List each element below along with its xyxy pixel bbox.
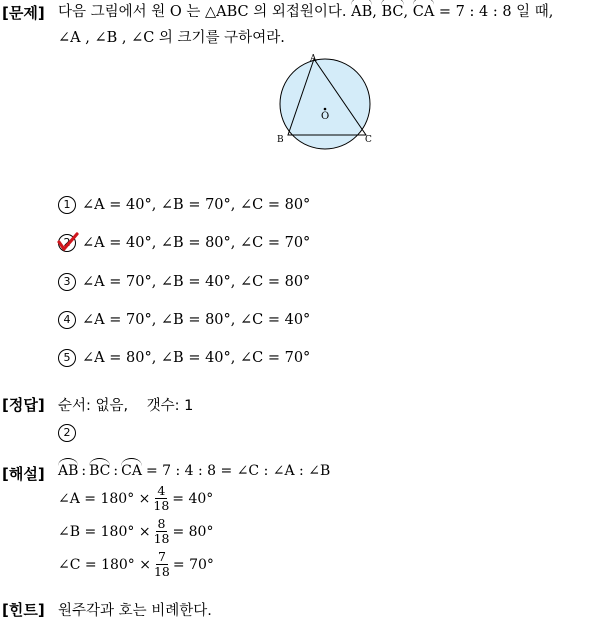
- answer-choice: [58, 421, 76, 442]
- center-point: [324, 108, 327, 111]
- vertex-label-c: C: [365, 135, 372, 145]
- arc-ca: CA: [121, 463, 142, 479]
- choice-text: ∠A = 70°, ∠B = 40°, ∠C = 80°: [82, 274, 311, 290]
- choice-3[interactable]: [58, 273, 310, 291]
- arc-ab: AB: [351, 4, 373, 20]
- ratio-equation: = 7 : 4 : 8 = ∠C : ∠A : ∠B: [145, 463, 331, 479]
- equation-lhs: ∠A = 180° ×: [58, 490, 151, 507]
- choice-text: ∠A = 70°, ∠B = 80°, ∠C = 40°: [82, 312, 311, 328]
- choice-text: ∠A = 40°, ∠B = 80°, ∠C = 70°: [82, 235, 311, 251]
- numerator: 8: [157, 516, 166, 531]
- vertex-label-a: A: [310, 54, 317, 64]
- equation-lhs: ∠B = 180° ×: [58, 523, 151, 540]
- problem-label: [문제]: [2, 4, 45, 22]
- choice-2[interactable]: [58, 234, 310, 252]
- hint-label: [힌트]: [2, 601, 45, 619]
- answer-choice-number: 2: [58, 424, 76, 442]
- denominator: 18: [153, 498, 170, 513]
- vertex-label-b: B: [277, 135, 284, 145]
- angle-a-equation: [58, 484, 213, 513]
- explanation-label: [해설]: [2, 465, 45, 483]
- choice-text: ∠A = 40°, ∠B = 70°, ∠C = 80°: [82, 197, 311, 213]
- circumscribed-circle-figure: [270, 52, 380, 162]
- equation-result: = 70°: [172, 556, 214, 573]
- choice-1[interactable]: [58, 196, 310, 214]
- arc-bc: BC: [381, 4, 404, 20]
- denominator: 18: [153, 564, 170, 579]
- denominator: 18: [153, 531, 170, 546]
- fraction: [153, 484, 169, 513]
- equation-result: = 40°: [172, 490, 214, 507]
- choice-text: ∠A = 80°, ∠B = 40°, ∠C = 70°: [82, 350, 311, 366]
- numerator: 7: [157, 549, 166, 564]
- equation-lhs: ∠C = 180° ×: [58, 556, 151, 573]
- center-label-o: O: [321, 111, 330, 122]
- hint-text: 원주각과 호는 비례한다.: [58, 603, 212, 619]
- fraction: [154, 517, 170, 546]
- numerator: 4: [157, 483, 166, 498]
- choice-number: 1: [58, 196, 76, 214]
- answer-order-count: 순서: 없음, 갯수: 1: [58, 398, 194, 414]
- choice-number: 4: [58, 311, 76, 329]
- problem-line-1: 다음 그림에서 원 O 는 △ABC 의 외접원이다. AB, BC, CA = 7 : 4 : 8 일 때,: [58, 4, 554, 20]
- problem-line-2: ∠A , ∠B , ∠C 의 크기를 구하여라.: [58, 30, 285, 46]
- choice-number: 2: [58, 234, 76, 252]
- choice-4[interactable]: [58, 311, 310, 329]
- angle-b-equation: [58, 517, 213, 546]
- choice-number: 5: [58, 349, 76, 367]
- problem-intro-text: 다음 그림에서 원 O 는 △ABC 의 외접원이다.: [58, 4, 347, 20]
- checkmark-icon: [57, 232, 79, 252]
- fraction: [154, 550, 170, 579]
- choice-number-wrap: [58, 234, 76, 252]
- arc-bc: BC: [89, 463, 111, 479]
- choice-5[interactable]: [58, 349, 310, 367]
- equation-result: = 80°: [172, 523, 214, 540]
- arc-ab: AB: [58, 463, 79, 479]
- answer-label: [정답]: [2, 396, 45, 414]
- arc-ca: CA: [412, 4, 435, 20]
- problem-ratio-text: = 7 : 4 : 8 일 때,: [438, 4, 554, 20]
- angle-c-equation: [58, 550, 214, 579]
- choice-number: 3: [58, 273, 76, 291]
- explanation-ratio-line: AB : BC : CA = 7 : 4 : 8 = ∠C : ∠A : ∠B: [58, 463, 331, 479]
